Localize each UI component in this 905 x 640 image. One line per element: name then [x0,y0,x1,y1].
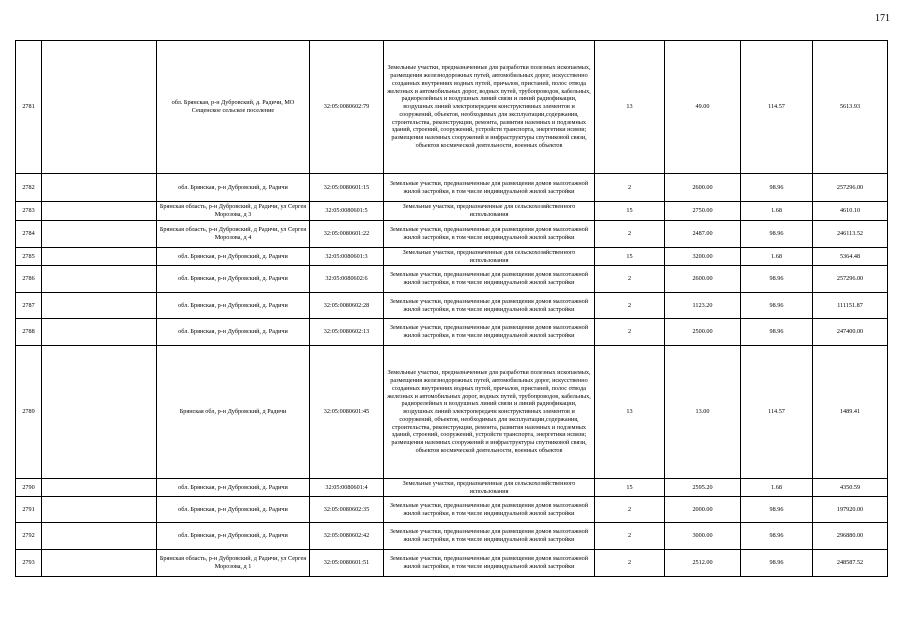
use-code-cell: 2 [595,550,665,577]
specific-value-cell: 98.96 [741,497,813,523]
address-cell: обл. Брянская, р-н Дубровский, д. Радичи [157,266,310,293]
row-number: 2791 [16,497,42,523]
specific-value-cell: 1.68 [741,479,813,497]
area-cell: 49.00 [665,41,741,174]
area-cell: 2750.00 [665,202,741,221]
row-number: 2792 [16,523,42,550]
address-cell: обл. Брянская, р-н Дубровский, д. Радичи [157,248,310,266]
purpose-cell: Земельные участки, предназначенные для размещения домов малоэтажной жилой застройки, в том числе индивидуальной жилой застройки [384,266,595,293]
table-row [16,221,888,248]
cadastral-number-cell: 32:05:0080601:3 [310,248,384,266]
purpose-cell: Земельные участки, предназначенные для размещения домов малоэтажной жилой застройки, в том числе индивидуальной жилой застройки [384,319,595,346]
table-row [16,174,888,202]
purpose-cell: Земельные участки, предназначенные для размещения домов малоэтажной жилой застройки, в том числе индивидуальной жилой застройки [384,221,595,248]
cadastral-value-cell: 257296.00 [813,266,888,293]
specific-value-cell: 114.57 [741,346,813,479]
area-cell: 3200.00 [665,248,741,266]
address-cell: обл. Брянская, р-н Дубровский, д. Радичи, МО Сещенское сельское поселение [157,41,310,174]
use-code-cell: 2 [595,221,665,248]
cadastral-value-table [15,40,888,577]
table-row [16,319,888,346]
cadastral-value-cell: 296880.00 [813,523,888,550]
row-number: 2781 [16,41,42,174]
cadastral-value-cell: 246113.52 [813,221,888,248]
address-cell: обл. Брянская, р-н Дубровский, д. Радичи [157,319,310,346]
blank-cell [42,266,157,293]
table-row [16,550,888,577]
row-number: 2790 [16,479,42,497]
blank-cell [42,346,157,479]
row-number: 2783 [16,202,42,221]
blank-cell [42,41,157,174]
specific-value-cell: 98.96 [741,319,813,346]
row-number: 2785 [16,248,42,266]
address-cell: обл. Брянская, р-н Дубровский, д. Радичи [157,523,310,550]
area-cell: 2487.00 [665,221,741,248]
blank-cell [42,248,157,266]
table-row [16,479,888,497]
purpose-cell: Земельные участки, предназначенные для размещения домов малоэтажной жилой застройки, в том числе индивидуальной жилой застройки [384,523,595,550]
specific-value-cell: 98.96 [741,221,813,248]
table-row [16,523,888,550]
row-number: 2787 [16,293,42,319]
address-cell: обл. Брянская, р-н Дубровский, д. Радичи [157,293,310,319]
specific-value-cell: 98.96 [741,523,813,550]
address-cell: обл. Брянская, р-н Дубровский, д. Радичи [157,497,310,523]
purpose-cell: Земельные участки, предназначенные для сельскохозяйственного использования [384,202,595,221]
row-number: 2793 [16,550,42,577]
cadastral-value-cell: 5613.93 [813,41,888,174]
row-number: 2786 [16,266,42,293]
use-code-cell: 13 [595,346,665,479]
use-code-cell: 15 [595,479,665,497]
cadastral-number-cell: 32:05:0080602:79 [310,41,384,174]
cadastral-number-cell: 32:05:0080601:4 [310,479,384,497]
cadastral-value-cell: 4610.10 [813,202,888,221]
specific-value-cell: 114.57 [741,41,813,174]
cadastral-number-cell: 32:05:0080602:13 [310,319,384,346]
use-code-cell: 2 [595,266,665,293]
cadastral-value-cell: 247400.00 [813,319,888,346]
area-cell: 2595.20 [665,479,741,497]
row-number: 2788 [16,319,42,346]
cadastral-number-cell: 32:05:0080602:6 [310,266,384,293]
specific-value-cell: 98.96 [741,266,813,293]
purpose-cell: Земельные участки, предназначенные для размещения домов малоэтажной жилой застройки, в том числе индивидуальной жилой застройки [384,550,595,577]
specific-value-cell: 98.96 [741,174,813,202]
address-cell: Брянская область, р-н Дубровский, д Радичи, ул Сергея Морозова, д 1 [157,550,310,577]
row-number: 2784 [16,221,42,248]
specific-value-cell: 98.96 [741,550,813,577]
table-row [16,266,888,293]
blank-cell [42,202,157,221]
purpose-cell: Земельные участки, предназначенные для размещения домов малоэтажной жилой застройки, в том числе индивидуальной жилой застройки [384,293,595,319]
specific-value-cell: 98.96 [741,293,813,319]
cadastral-number-cell: 32:05:0080601:51 [310,550,384,577]
use-code-cell: 2 [595,319,665,346]
row-number: 2782 [16,174,42,202]
area-cell: 2500.00 [665,319,741,346]
cadastral-value-cell: 111151.87 [813,293,888,319]
address-cell: Брянская область, р-н Дубровский, д Радичи, ул Сергея Морозова, д 4 [157,221,310,248]
cadastral-number-cell: 32:05:0080601:22 [310,221,384,248]
use-code-cell: 15 [595,248,665,266]
use-code-cell: 2 [595,174,665,202]
table-row [16,248,888,266]
area-cell: 2512.00 [665,550,741,577]
cadastral-number-cell: 32:05:0080602:28 [310,293,384,319]
purpose-cell: Земельные участки, предназначенные для сельскохозяйственного использования [384,479,595,497]
use-code-cell: 15 [595,202,665,221]
table-row [16,293,888,319]
row-number: 2789 [16,346,42,479]
use-code-cell: 2 [595,497,665,523]
cadastral-value-cell: 5364.48 [813,248,888,266]
specific-value-cell: 1.68 [741,248,813,266]
blank-cell [42,174,157,202]
area-cell: 13.00 [665,346,741,479]
blank-cell [42,497,157,523]
table-row [16,346,888,479]
cadastral-number-cell: 32:05:0080602:42 [310,523,384,550]
area-cell: 2600.00 [665,266,741,293]
address-cell: Брянская область, р-н Дубровский, д Радичи, ул Сергея Морозова, д 3 [157,202,310,221]
cadastral-value-cell: 248587.52 [813,550,888,577]
blank-cell [42,221,157,248]
purpose-cell: Земельные участки, предназначенные для разработки полезных ископаемых, размещения железнодорожных путей, автомобильных дорог, искусственно созданных внутренних водных путей, причалов, пристаней, полос отвода железных и автомобильных дорог, водных путей, трубопроводов, кабельных, радиорелейных и воздушных линий связи и линий радиофикации, воздушных линий электропередачи конструктивных элементов и сооружений, объектов, необходимых для эксплуатации,содержания, строительства, реконструкции, ремонта, развития наземных и подземных зданий, строений, сооружений, устройств транспорта, энергетики нсвязи; размещения наземных сооружений и инфраструктуры спутниковой связи, объектов космической деятельности, военных объектов [384,41,595,174]
table-row [16,41,888,174]
area-cell: 1123.20 [665,293,741,319]
page-number: 171 [875,13,890,24]
purpose-cell: Земельные участки, предназначенные для размещения домов малоэтажной жилой застройки, в том числе индивидуальной жилой застройки [384,497,595,523]
address-cell: Брянская обл, р-н Дубровский, д Радичи [157,346,310,479]
cadastral-value-cell: 1489.41 [813,346,888,479]
cadastral-number-cell: 32:05:0080601:15 [310,174,384,202]
table-row [16,202,888,221]
purpose-cell: Земельные участки, предназначенные для разработки полезных ископаемых, размещения железнодорожных путей, автомобильных дорог, искусственно созданных внутренних водных путей, причалов, пристаней, полос отвода железных и автомобильных дорог, водных путей, трубопроводов, кабельных, радиорелейных и воздушных линий связи и линий радиофикации, воздушных линий электропередачи конструктивных элементов и сооружений, объектов, необходимых для эксплуатации,содержания, строительства, реконструкции, ремонта, развития наземных и подземных зданий, строений, сооружений, устройств транспорта, энергетики нсвязи; размещения наземных сооружений и инфраструктуры спутниковой связи, объектов космической деятельности, военных объектов [384,346,595,479]
use-code-cell: 13 [595,41,665,174]
blank-cell [42,319,157,346]
cadastral-value-cell: 4350.59 [813,479,888,497]
blank-cell [42,293,157,319]
cadastral-number-cell: 32:05:0080602:35 [310,497,384,523]
blank-cell [42,523,157,550]
use-code-cell: 2 [595,523,665,550]
specific-value-cell: 1.68 [741,202,813,221]
blank-cell [42,479,157,497]
cadastral-value-cell: 257296.00 [813,174,888,202]
purpose-cell: Земельные участки, предназначенные для размещения домов малоэтажной жилой застройки, в том числе индивидуальной жилой застройки [384,174,595,202]
area-cell: 3000.00 [665,523,741,550]
blank-cell [42,550,157,577]
cadastral-number-cell: 32:05:0080601:5 [310,202,384,221]
area-cell: 2600.00 [665,174,741,202]
address-cell: обл. Брянская, р-н Дубровский, д. Радичи [157,174,310,202]
cadastral-number-cell: 32:05:0080601:45 [310,346,384,479]
purpose-cell: Земельные участки, предназначенные для сельскохозяйственного использования [384,248,595,266]
cadastral-value-cell: 197920.00 [813,497,888,523]
table-row [16,497,888,523]
address-cell: обл. Брянская, р-н Дубровский, д. Радичи [157,479,310,497]
area-cell: 2000.00 [665,497,741,523]
use-code-cell: 2 [595,293,665,319]
